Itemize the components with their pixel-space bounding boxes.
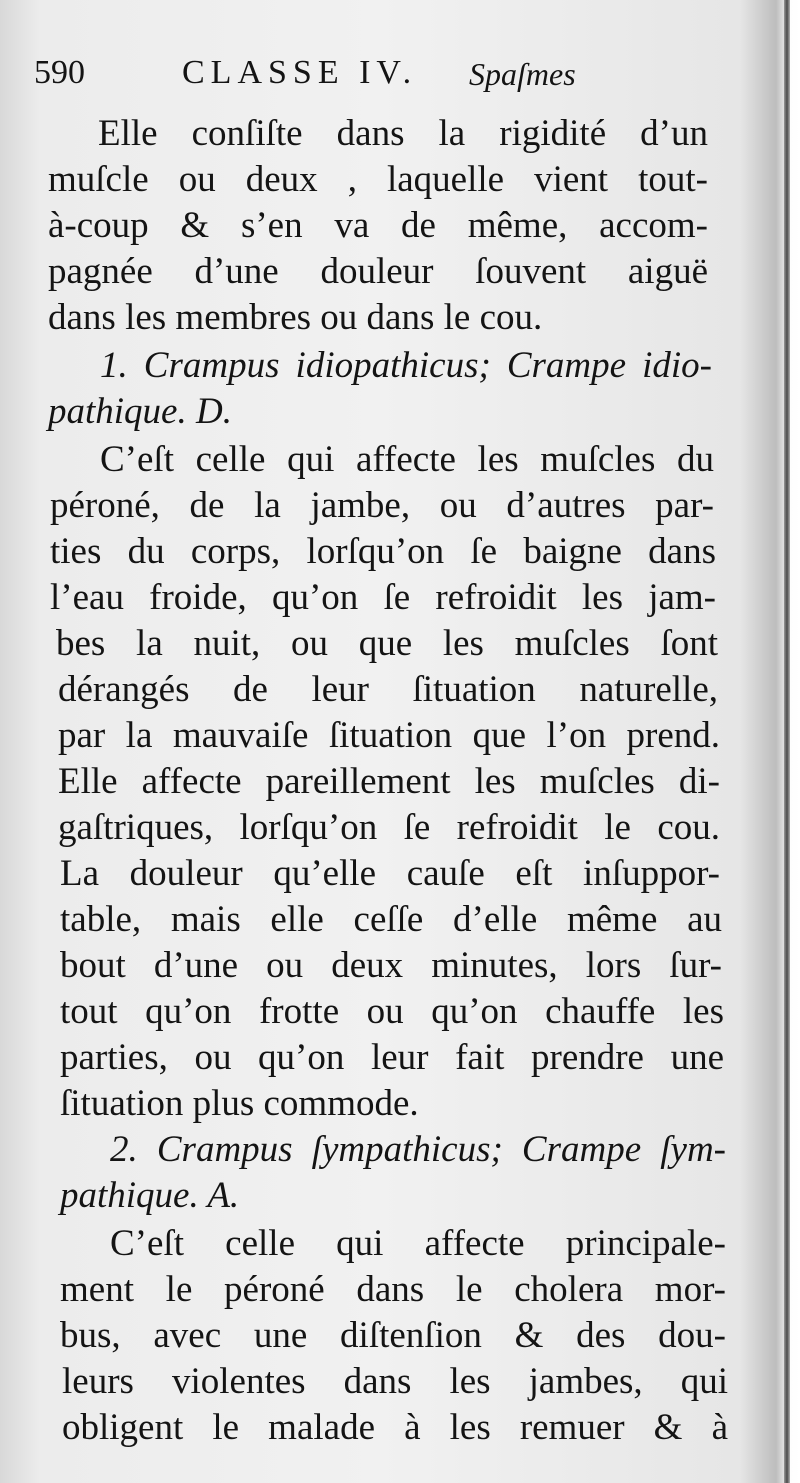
article-heading: 1. Crampus idiopathicus; Crampe idio- <box>100 345 712 386</box>
text-line: C’eſt celle qui affecte principale- <box>110 1223 726 1264</box>
text-line: C’eſt celle qui affecte les muſcles du <box>100 439 714 480</box>
article-heading: 2. Crampus ſympathicus; Crampe ſym- <box>110 1129 726 1170</box>
text-line: ties du corps, lorſqu’on ſe baigne dans <box>50 531 716 572</box>
article-heading-continued: pathique. D. <box>48 391 232 432</box>
text-line: l’eau froide, qu’on ſe refroidit les jam- <box>50 577 716 618</box>
text-line: muſcle ou deux , laquelle vient tout- <box>48 159 708 200</box>
text-line: dérangés de leur ſituation naturelle, <box>58 669 718 710</box>
text-line: gaſtriques, lorſqu’on ſe refroidit le cou. <box>58 807 720 848</box>
page-number: 590 <box>34 54 85 91</box>
text-line: obligent le malade à les remuer & à <box>62 1407 728 1448</box>
class-heading: CLASSE IV. <box>182 54 418 91</box>
text-line: bout d’une ou deux minutes, lors ſur- <box>60 945 722 986</box>
text-line: à-coup & s’en va de même, accom- <box>48 205 708 246</box>
text-line: parties, ou qu’on leur fait prendre une <box>60 1037 724 1078</box>
subject-heading: Spaſmes <box>469 56 576 92</box>
text-line: pagnée d’une douleur ſouvent aiguë <box>48 251 708 292</box>
text-line: dans les membres ou dans le cou. <box>48 297 543 338</box>
running-header <box>34 54 734 100</box>
text-line: leurs violentes dans les jambes, qui <box>62 1361 728 1402</box>
text-line: bes la nuit, ou que les muſcles ſont <box>56 623 718 664</box>
text-line: par la mauvaiſe ſituation que l’on prend. <box>58 715 720 756</box>
text-line: tout qu’on frotte ou qu’on chauffe les <box>60 991 724 1032</box>
text-line: La douleur qu’elle cauſe eſt inſuppor- <box>60 853 720 894</box>
article-heading-continued: pathique. A. <box>60 1175 240 1216</box>
text-line: table, mais elle ceſſe d’elle même au <box>60 899 722 940</box>
text-line: ment le péroné dans le cholera mor- <box>60 1269 726 1310</box>
text-line: péroné, de la jambe, ou d’autres par- <box>50 485 714 526</box>
text-line: ſituation plus commode. <box>60 1083 419 1124</box>
text-line: Elle affecte pareillement les muſcles di- <box>58 761 720 802</box>
text-line: Elle conſiſte dans la rigidité d’un <box>98 113 708 154</box>
page-gutter <box>784 0 790 1483</box>
text-line: bus, avec une diſtenſion & des dou- <box>60 1315 726 1356</box>
